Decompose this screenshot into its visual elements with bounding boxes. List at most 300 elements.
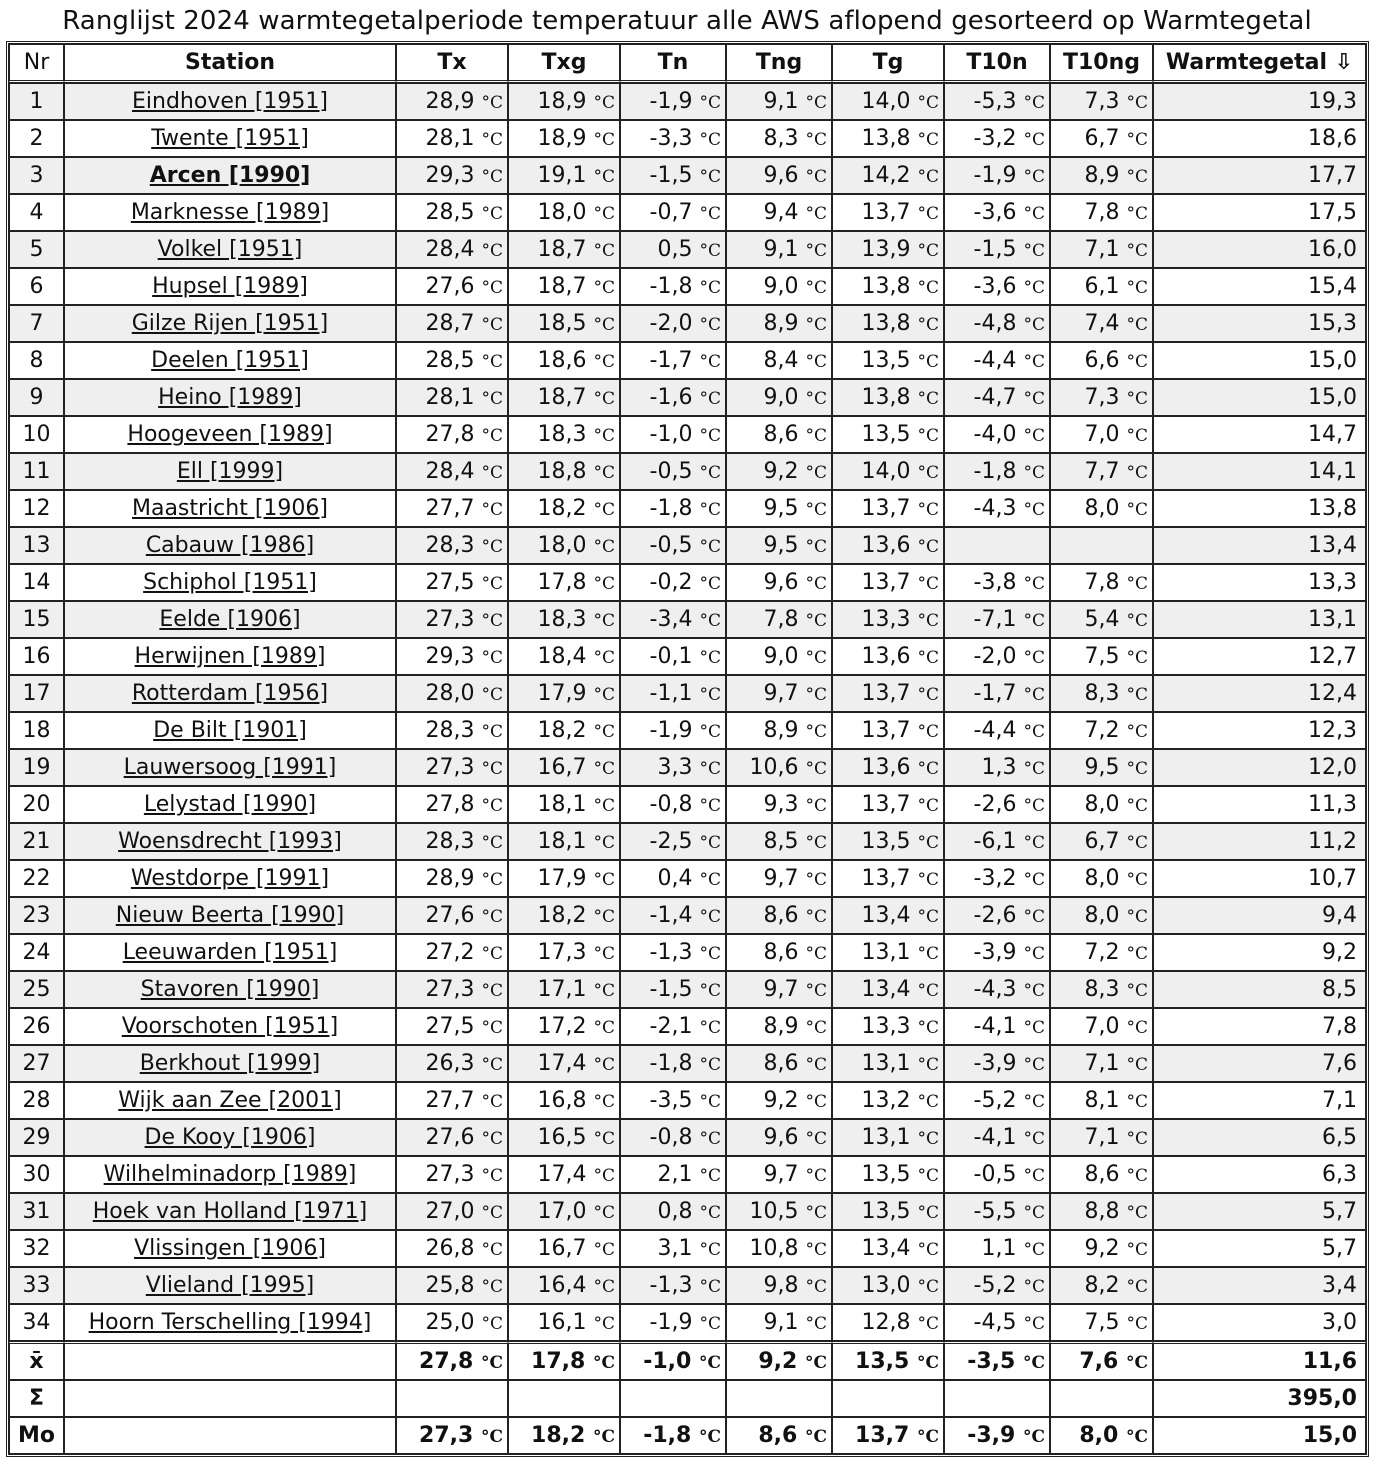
unit-label: °C bbox=[805, 204, 827, 224]
t10ng-cell-value: 6,1 bbox=[1084, 274, 1120, 299]
unit-label: °C bbox=[481, 204, 503, 224]
tx-cell-value: 27,6 bbox=[425, 903, 475, 928]
station-link[interactable]: Hoek van Holland [1971] bbox=[92, 1199, 368, 1224]
station-link[interactable]: Vlieland [1995] bbox=[145, 1273, 315, 1298]
summary-txg-cell bbox=[508, 1380, 620, 1417]
unit-label: °C bbox=[699, 1277, 721, 1297]
unit-label: °C bbox=[1023, 722, 1045, 742]
tx-cell bbox=[396, 1230, 508, 1267]
unit-label: °C bbox=[481, 944, 503, 964]
unit-label: °C bbox=[593, 944, 615, 964]
tn-cell-value: -3,4 bbox=[649, 607, 693, 632]
unit-label: °C bbox=[917, 870, 939, 890]
t10n-cell bbox=[944, 83, 1050, 120]
station-link[interactable]: Marknesse [1989] bbox=[130, 200, 330, 225]
t10n-cell-value: -7,1 bbox=[973, 607, 1017, 632]
table-row bbox=[9, 1230, 1366, 1267]
unit-label: °C bbox=[917, 1203, 939, 1223]
station-link[interactable]: Cabauw [1986] bbox=[145, 533, 315, 558]
t10ng-cell-value: 8,0 bbox=[1084, 496, 1120, 521]
table-row bbox=[9, 305, 1366, 342]
tg-cell-value: 13,7 bbox=[861, 866, 911, 891]
unit-label: °C bbox=[1125, 1427, 1148, 1447]
unit-label: °C bbox=[481, 1203, 503, 1223]
unit-label: °C bbox=[917, 1166, 939, 1186]
tn-cell bbox=[620, 416, 726, 453]
summary-tx-cell-value: 27,8 bbox=[419, 1349, 474, 1374]
warmtegetal-cell: 12,0 bbox=[1153, 749, 1366, 786]
station-link[interactable]: Twente [1951] bbox=[151, 126, 309, 151]
t10n-cell bbox=[944, 231, 1050, 268]
tx-cell bbox=[396, 823, 508, 860]
page-title: Ranglijst 2024 warmtegetalperiode temperatuur alle AWS aflopend gesorteerd op Warmtegetal bbox=[62, 6, 1312, 36]
tn-cell-value: -1,6 bbox=[649, 385, 693, 410]
unit-label: °C bbox=[1023, 796, 1045, 816]
station-link[interactable]: Lauwersoog [1991] bbox=[123, 755, 337, 780]
col-header-txg[interactable]: Txg bbox=[508, 44, 620, 83]
unit-label: °C bbox=[1126, 759, 1148, 779]
station-link[interactable]: Heino [1989] bbox=[158, 385, 302, 410]
unit-label: °C bbox=[481, 796, 503, 816]
tg-cell-value: 13,7 bbox=[861, 570, 911, 595]
t10n-cell-value: -1,8 bbox=[973, 459, 1017, 484]
station-link[interactable]: Deelen [1951] bbox=[151, 348, 309, 373]
unit-label: °C bbox=[1126, 870, 1148, 890]
tng-cell bbox=[726, 120, 832, 157]
tng-cell bbox=[726, 83, 832, 120]
txg-cell bbox=[508, 1156, 620, 1193]
unit-label: °C bbox=[1023, 241, 1045, 261]
station-link[interactable]: Nieuw Beerta [1990] bbox=[115, 903, 345, 928]
unit-label: °C bbox=[481, 537, 503, 557]
txg-cell-value: 17,3 bbox=[537, 940, 587, 965]
warmtegetal-cell: 13,1 bbox=[1153, 601, 1366, 638]
tg-cell-value: 13,7 bbox=[861, 496, 911, 521]
tn-cell bbox=[620, 934, 726, 971]
unit-label: °C bbox=[481, 1018, 503, 1038]
t10ng-cell bbox=[1050, 1008, 1153, 1045]
col-header-tn[interactable]: Tn bbox=[620, 44, 726, 83]
tg-cell bbox=[832, 1267, 944, 1304]
tn-cell bbox=[620, 971, 726, 1008]
tg-cell-value: 13,8 bbox=[861, 274, 911, 299]
unit-label: °C bbox=[699, 685, 721, 705]
unit-label: °C bbox=[481, 907, 503, 927]
col-header-tx[interactable]: Tx bbox=[396, 44, 508, 83]
unit-label: °C bbox=[593, 574, 615, 594]
tng-cell-value: 7,8 bbox=[763, 607, 799, 632]
tx-cell-value: 27,8 bbox=[425, 792, 475, 817]
tn-cell bbox=[620, 823, 726, 860]
t10n-cell bbox=[944, 157, 1050, 194]
unit-label: °C bbox=[699, 1240, 721, 1260]
tng-cell bbox=[726, 749, 832, 786]
unit-label: °C bbox=[593, 389, 615, 409]
tng-cell-value: 8,6 bbox=[763, 940, 799, 965]
station-link[interactable]: Wijk aan Zee [2001] bbox=[118, 1088, 342, 1113]
unit-label: °C bbox=[1023, 759, 1045, 779]
t10n-cell-value: -4,1 bbox=[973, 1125, 1017, 1150]
station-cell bbox=[64, 1304, 396, 1341]
t10n-cell-value: -4,4 bbox=[973, 718, 1017, 743]
station-link[interactable]: De Kooy [1906] bbox=[144, 1125, 316, 1150]
col-header-tg[interactable]: Tg bbox=[832, 44, 944, 83]
tg-cell-value: 13,5 bbox=[861, 348, 911, 373]
unit-label: °C bbox=[481, 1092, 503, 1112]
table-row bbox=[9, 1267, 1366, 1304]
tng-cell bbox=[726, 1045, 832, 1082]
txg-cell-value: 17,9 bbox=[537, 681, 587, 706]
unit-label: °C bbox=[805, 833, 827, 853]
station-cell bbox=[64, 527, 396, 564]
unit-label: °C bbox=[481, 1240, 503, 1260]
tn-cell bbox=[620, 1156, 726, 1193]
txg-cell bbox=[508, 638, 620, 675]
station-cell bbox=[64, 749, 396, 786]
rank-cell: 33 bbox=[9, 1267, 64, 1304]
station-link[interactable]: Rotterdam [1956] bbox=[131, 681, 329, 706]
col-header-tng[interactable]: Tng bbox=[726, 44, 832, 83]
t10ng-cell-value: 9,2 bbox=[1084, 1236, 1120, 1261]
unit-label: °C bbox=[481, 759, 503, 779]
t10ng-cell bbox=[1050, 268, 1153, 305]
station-cell bbox=[64, 416, 396, 453]
tng-cell bbox=[726, 564, 832, 601]
station-link[interactable]: Hoorn Terschelling [1994] bbox=[88, 1310, 372, 1335]
tx-cell-value: 28,5 bbox=[425, 200, 475, 225]
warmtegetal-cell: 13,4 bbox=[1153, 527, 1366, 564]
station-link[interactable]: Westdorpe [1991] bbox=[130, 866, 330, 891]
rank-cell: 13 bbox=[9, 527, 64, 564]
tg-cell-value: 13,7 bbox=[861, 200, 911, 225]
unit-label: °C bbox=[593, 93, 615, 113]
unit-label: °C bbox=[917, 1092, 939, 1112]
tx-cell-value: 27,3 bbox=[425, 755, 475, 780]
tx-cell bbox=[396, 860, 508, 897]
unit-label: °C bbox=[805, 537, 827, 557]
tg-cell bbox=[832, 601, 944, 638]
t10ng-cell-value: 7,2 bbox=[1084, 718, 1120, 743]
summary-tg-cell bbox=[832, 1380, 944, 1417]
unit-label: °C bbox=[1126, 796, 1148, 816]
unit-label: °C bbox=[1126, 1129, 1148, 1149]
tn-cell-value: -3,5 bbox=[649, 1088, 693, 1113]
txg-cell-value: 18,7 bbox=[537, 274, 587, 299]
unit-label: °C bbox=[1126, 1166, 1148, 1186]
t10n-cell bbox=[944, 305, 1050, 342]
table-row bbox=[9, 564, 1366, 601]
tng-cell bbox=[726, 786, 832, 823]
tg-cell bbox=[832, 675, 944, 712]
station-link[interactable]: Hupsel [1989] bbox=[152, 274, 308, 299]
unit-label: °C bbox=[805, 315, 827, 335]
unit-label: °C bbox=[805, 1055, 827, 1075]
unit-label: °C bbox=[917, 1240, 939, 1260]
col-header-nr[interactable]: Nr bbox=[9, 44, 64, 83]
rank-cell: 18 bbox=[9, 712, 64, 749]
txg-cell bbox=[508, 971, 620, 1008]
unit-label: °C bbox=[1023, 389, 1045, 409]
unit-label: °C bbox=[805, 870, 827, 890]
station-link[interactable]: Eelde [1906] bbox=[159, 607, 301, 632]
t10n-cell-value: -5,5 bbox=[973, 1199, 1017, 1224]
tg-cell-value: 13,1 bbox=[861, 1051, 911, 1076]
tg-cell-value: 13,4 bbox=[861, 903, 911, 928]
t10ng-cell-value: 6,7 bbox=[1084, 126, 1120, 151]
summary-tng-cell bbox=[726, 1380, 832, 1417]
t10n-cell bbox=[944, 1045, 1050, 1082]
txg-cell bbox=[508, 194, 620, 231]
unit-label: °C bbox=[699, 1314, 721, 1334]
unit-label: °C bbox=[481, 648, 503, 668]
summary-tx-cell bbox=[396, 1341, 508, 1380]
tx-cell-value: 28,0 bbox=[425, 681, 475, 706]
station-link[interactable]: Arcen [1990] bbox=[149, 163, 311, 188]
station-cell bbox=[64, 601, 396, 638]
unit-label: °C bbox=[805, 426, 827, 446]
tx-cell-value: 28,3 bbox=[425, 829, 475, 854]
tx-cell-value: 28,7 bbox=[425, 311, 475, 336]
unit-label: °C bbox=[917, 1129, 939, 1149]
txg-cell-value: 18,5 bbox=[537, 311, 587, 336]
t10ng-cell-value: 6,6 bbox=[1084, 348, 1120, 373]
tx-cell-value: 27,7 bbox=[425, 1088, 475, 1113]
col-header-t10ng[interactable]: T10ng bbox=[1050, 44, 1153, 83]
t10ng-cell-value: 7,1 bbox=[1084, 1125, 1120, 1150]
t10n-cell-value: -3,6 bbox=[973, 200, 1017, 225]
tg-cell bbox=[832, 83, 944, 120]
unit-label: °C bbox=[699, 1018, 721, 1038]
station-link[interactable]: Gilze Rijen [1951] bbox=[131, 311, 329, 336]
col-header-station[interactable]: Station bbox=[64, 44, 396, 83]
unit-label: °C bbox=[805, 1203, 827, 1223]
col-header-warmtegetal-sort[interactable]: Warmtegetal ⇩ bbox=[1153, 44, 1366, 83]
tn-cell-value: -2,1 bbox=[649, 1014, 693, 1039]
t10ng-cell-value: 5,4 bbox=[1084, 607, 1120, 632]
station-link[interactable]: Leeuwarden [1951] bbox=[122, 940, 338, 965]
unit-label: °C bbox=[917, 1314, 939, 1334]
summary-label: Mo bbox=[9, 1417, 64, 1454]
unit-label: °C bbox=[1126, 463, 1148, 483]
tng-cell bbox=[726, 268, 832, 305]
unit-label: °C bbox=[481, 1166, 503, 1186]
unit-label: °C bbox=[699, 167, 721, 187]
unit-label: °C bbox=[1023, 833, 1045, 853]
station-link[interactable]: Hoogeveen [1989] bbox=[127, 422, 333, 447]
tg-cell-value: 13,4 bbox=[861, 977, 911, 1002]
tg-cell bbox=[832, 231, 944, 268]
unit-label: °C bbox=[481, 352, 503, 372]
tn-cell bbox=[620, 157, 726, 194]
tx-cell bbox=[396, 231, 508, 268]
station-link[interactable]: Stavoren [1990] bbox=[140, 977, 320, 1002]
txg-cell-value: 16,7 bbox=[537, 755, 587, 780]
tng-cell bbox=[726, 342, 832, 379]
unit-label: °C bbox=[699, 1092, 721, 1112]
t10ng-cell bbox=[1050, 120, 1153, 157]
table-row bbox=[9, 675, 1366, 712]
tn-cell-value: -1,5 bbox=[649, 163, 693, 188]
unit-label: °C bbox=[593, 1166, 615, 1186]
tn-cell bbox=[620, 527, 726, 564]
rank-cell: 17 bbox=[9, 675, 64, 712]
unit-label: °C bbox=[805, 93, 827, 113]
txg-cell-value: 18,4 bbox=[537, 644, 587, 669]
unit-label: °C bbox=[917, 611, 939, 631]
tn-cell-value: -0,5 bbox=[649, 459, 693, 484]
table-row bbox=[9, 712, 1366, 749]
table-row bbox=[9, 1193, 1366, 1230]
tn-cell-value: -0,5 bbox=[649, 533, 693, 558]
station-link[interactable]: Wilhelminadorp [1989] bbox=[103, 1162, 357, 1187]
unit-label: °C bbox=[805, 759, 827, 779]
summary-tng-cell bbox=[726, 1341, 832, 1380]
unit-label: °C bbox=[917, 167, 939, 187]
station-cell bbox=[64, 712, 396, 749]
station-link[interactable]: Schiphol [1951] bbox=[143, 570, 317, 595]
unit-label: °C bbox=[1023, 685, 1045, 705]
unit-label: °C bbox=[917, 944, 939, 964]
station-link[interactable]: Volkel [1951] bbox=[157, 237, 303, 262]
tn-cell-value: -1,4 bbox=[649, 903, 693, 928]
tng-cell bbox=[726, 712, 832, 749]
tx-cell-value: 27,7 bbox=[425, 496, 475, 521]
summary-t10n-cell bbox=[944, 1380, 1050, 1417]
tng-cell-value: 9,1 bbox=[763, 89, 799, 114]
unit-label: °C bbox=[1023, 1240, 1045, 1260]
txg-cell bbox=[508, 1193, 620, 1230]
txg-cell bbox=[508, 1008, 620, 1045]
unit-label: °C bbox=[1125, 1353, 1148, 1373]
station-cell bbox=[64, 231, 396, 268]
station-link[interactable]: Eindhoven [1951] bbox=[132, 89, 328, 114]
station-link[interactable]: Voorschoten [1951] bbox=[121, 1014, 339, 1039]
t10n-cell-value: -6,1 bbox=[973, 829, 1017, 854]
summary-tng-cell bbox=[726, 1417, 832, 1454]
tx-cell-value: 28,1 bbox=[425, 385, 475, 410]
table-row bbox=[9, 83, 1366, 120]
txg-cell-value: 18,3 bbox=[537, 607, 587, 632]
txg-cell-value: 18,2 bbox=[537, 496, 587, 521]
t10ng-cell bbox=[1050, 379, 1153, 416]
station-link[interactable]: Maastricht [1906] bbox=[131, 496, 328, 521]
t10n-cell bbox=[944, 1156, 1050, 1193]
txg-cell-value: 16,8 bbox=[537, 1088, 587, 1113]
station-link[interactable]: Woensdrecht [1993] bbox=[118, 829, 342, 854]
tng-cell bbox=[726, 231, 832, 268]
t10n-cell bbox=[944, 564, 1050, 601]
col-header-t10n[interactable]: T10n bbox=[944, 44, 1050, 83]
unit-label: °C bbox=[1023, 93, 1045, 113]
tng-cell bbox=[726, 1193, 832, 1230]
station-link[interactable]: Herwijnen [1989] bbox=[134, 644, 326, 669]
t10n-cell-value: -2,0 bbox=[973, 644, 1017, 669]
station-link[interactable]: Lelystad [1990] bbox=[143, 792, 317, 817]
unit-label: °C bbox=[917, 1277, 939, 1297]
t10ng-cell bbox=[1050, 1230, 1153, 1267]
unit-label: °C bbox=[1126, 574, 1148, 594]
warmtegetal-cell: 13,3 bbox=[1153, 564, 1366, 601]
tx-cell-value: 28,3 bbox=[425, 718, 475, 743]
rank-cell: 30 bbox=[9, 1156, 64, 1193]
t10n-cell-value: -3,9 bbox=[973, 940, 1017, 965]
tx-cell bbox=[396, 268, 508, 305]
t10n-cell-value: -4,0 bbox=[973, 422, 1017, 447]
txg-cell bbox=[508, 601, 620, 638]
tng-cell-value: 9,6 bbox=[763, 570, 799, 595]
unit-label: °C bbox=[481, 611, 503, 631]
table-row bbox=[9, 342, 1366, 379]
warmtegetal-cell: 12,4 bbox=[1153, 675, 1366, 712]
tng-cell-value: 10,5 bbox=[749, 1199, 799, 1224]
unit-label: °C bbox=[1126, 1055, 1148, 1075]
table-row bbox=[9, 1119, 1366, 1156]
station-link[interactable]: De Bilt [1901] bbox=[153, 718, 307, 743]
warmtegetal-cell: 6,5 bbox=[1153, 1119, 1366, 1156]
unit-label: °C bbox=[1126, 167, 1148, 187]
table-row bbox=[9, 490, 1366, 527]
summary-tng-cell-value: 8,6 bbox=[758, 1423, 798, 1448]
unit-label: °C bbox=[917, 352, 939, 372]
t10n-cell-value: -3,9 bbox=[973, 1051, 1017, 1076]
tx-cell bbox=[396, 305, 508, 342]
table-row bbox=[9, 194, 1366, 231]
tg-cell bbox=[832, 1008, 944, 1045]
tn-cell-value: -1,9 bbox=[649, 718, 693, 743]
table-row bbox=[9, 1304, 1366, 1341]
unit-label: °C bbox=[699, 1166, 721, 1186]
tn-cell bbox=[620, 379, 726, 416]
tx-cell-value: 27,6 bbox=[425, 274, 475, 299]
tx-cell-value: 29,3 bbox=[425, 644, 475, 669]
tg-cell bbox=[832, 453, 944, 490]
tx-cell bbox=[396, 934, 508, 971]
tng-cell bbox=[726, 1119, 832, 1156]
unit-label: °C bbox=[1022, 1353, 1045, 1373]
t10n-cell-value: -3,6 bbox=[973, 274, 1017, 299]
warmtegetal-cell: 7,1 bbox=[1153, 1082, 1366, 1119]
station-link[interactable]: Ell [1999] bbox=[176, 459, 284, 484]
unit-label: °C bbox=[481, 685, 503, 705]
summary-tn-cell-value: -1,8 bbox=[643, 1423, 692, 1448]
station-link[interactable]: Vlissingen [1906] bbox=[134, 1236, 326, 1261]
warmtegetal-cell: 9,2 bbox=[1153, 934, 1366, 971]
tn-cell-value: -1,8 bbox=[649, 274, 693, 299]
unit-label: °C bbox=[481, 722, 503, 742]
t10n-cell bbox=[944, 1008, 1050, 1045]
station-cell bbox=[64, 823, 396, 860]
tng-cell bbox=[726, 897, 832, 934]
t10n-cell bbox=[944, 453, 1050, 490]
station-link[interactable]: Berkhout [1999] bbox=[139, 1051, 321, 1076]
unit-label: °C bbox=[805, 796, 827, 816]
unit-label: °C bbox=[593, 611, 615, 631]
tn-cell bbox=[620, 1045, 726, 1082]
t10ng-cell-value: 8,3 bbox=[1084, 977, 1120, 1002]
tx-cell bbox=[396, 453, 508, 490]
tng-cell bbox=[726, 860, 832, 897]
tx-cell-value: 28,1 bbox=[425, 126, 475, 151]
warmtegetal-cell: 19,3 bbox=[1153, 83, 1366, 120]
unit-label: °C bbox=[593, 685, 615, 705]
unit-label: °C bbox=[1023, 1314, 1045, 1334]
tn-cell-value: 0,8 bbox=[657, 1199, 693, 1224]
txg-cell bbox=[508, 120, 620, 157]
txg-cell-value: 18,2 bbox=[537, 903, 587, 928]
warmtegetal-cell: 7,8 bbox=[1153, 1008, 1366, 1045]
unit-label: °C bbox=[917, 833, 939, 853]
unit-label: °C bbox=[481, 278, 503, 298]
